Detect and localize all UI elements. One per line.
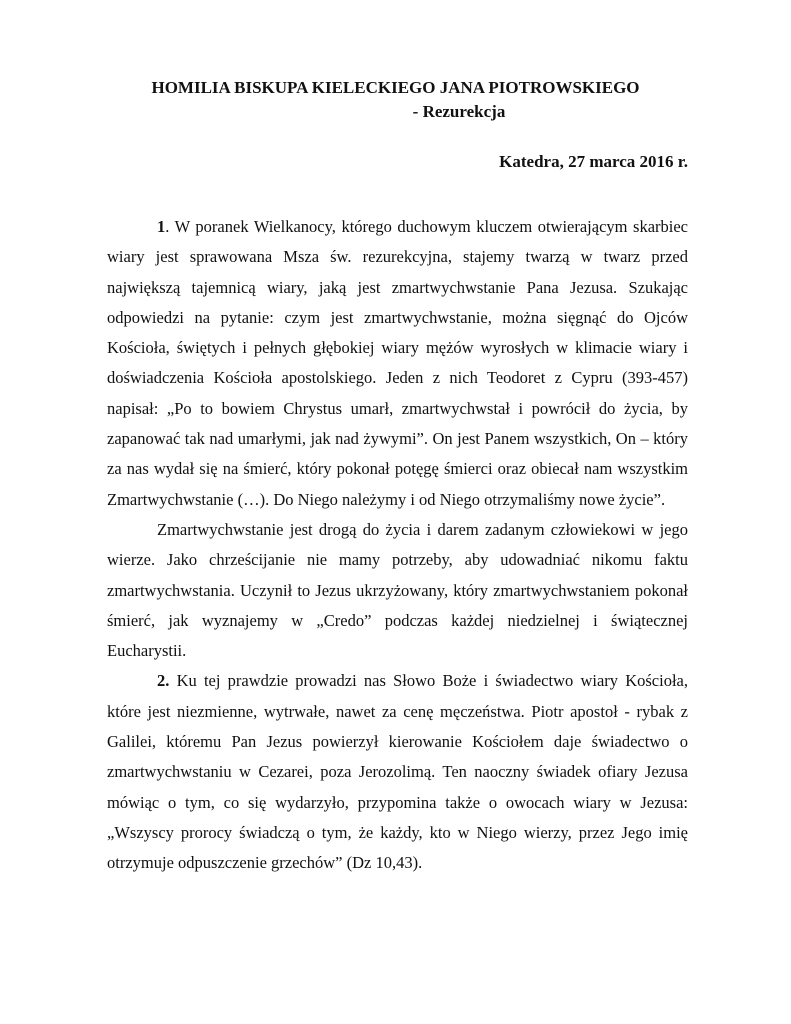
paragraph-number: 2. (157, 671, 170, 691)
title-line-1: HOMILIA BISKUPA KIELECKIEGO JANA PIOTROWSKIEGO (151, 78, 640, 97)
paragraph-2 (107, 515, 688, 666)
document-body (107, 212, 688, 879)
document-title (0, 76, 791, 124)
paragraph-1 (107, 212, 688, 515)
title-line-2: - Rezurekcja (412, 102, 506, 121)
paragraph-text: Zmartwychwstanie jest drogą do życia i darem zadanym człowiekowi w jego wierze. Jako chrześcijanie nie mamy potrzeby, aby udowadniać nikomu faktu zmartwychwstania. Uczynił to Jezus ukrzyżowany, który zmartwychwstaniem pokonał śmierć, jak wyznajemy w „Credo” podczas każdej niedzielnej i świątecznej Eucharystii. (107, 519, 688, 661)
paragraph-text: Ku tej prawdzie prowadzi nas Słowo Boże i świadectwo wiary Kościoła, które jest niezmienne, wytrwałe, nawet za cenę męczeństwa. Piotr apostoł - rybak z Galilei, któremu Pan Jezus powierzył kierowanie Kościołem daje świadectwo o zmartwychwstaniu w Cezarei, poza Jerozolimą. Ten naoczny świadek ofiary Jezusa mówiąc o tym, co się wydarzyło, przypomina także o owocach wiary w Jezusa: „Wszyscy prorocy świadczą o tym, że każdy, kto w Niego wierzy, przez Jego imię otrzymuje odpuszczenie grzechów” (Dz 10,43). (107, 671, 688, 873)
paragraph-3 (107, 666, 688, 878)
paragraph-text: . W poranek Wielkanocy, którego duchowym kluczem otwierającym skarbiec wiary jest sprawowana Msza św. rezurekcyjna, stajemy twarzą w twarz przed największą tajemnicą wiary, jaką jest zmartwychwstanie Pana Jezusa. Szukając odpowiedzi na pytanie: czym jest zmartwychwstanie, można sięgnąć do Ojców Kościoła, świętych i pełnych głębokiej wiary mężów wyrosłych w klimacie wiary i doświadczenia Kościoła apostolskiego. Jeden z nich Teodoret z Cypru (393-457) napisał: „Po to bowiem Chrystus umarł, zmartwychwstał i powrócił do życia, by zapanować tak nad umarłymi, jak nad żywymi”. On jest Panem wszystkich, On – który za nas wydał się na śmierć, który pokonał potęgę śmierci oraz obiecał nam wszystkim Zmartwychwstanie (…). Do Niego należymy i od Niego otrzymaliśmy nowe życie”. (107, 217, 688, 509)
dateline: Katedra, 27 marca 2016 r. (499, 152, 688, 171)
paragraph-number: 1 (157, 217, 166, 236)
